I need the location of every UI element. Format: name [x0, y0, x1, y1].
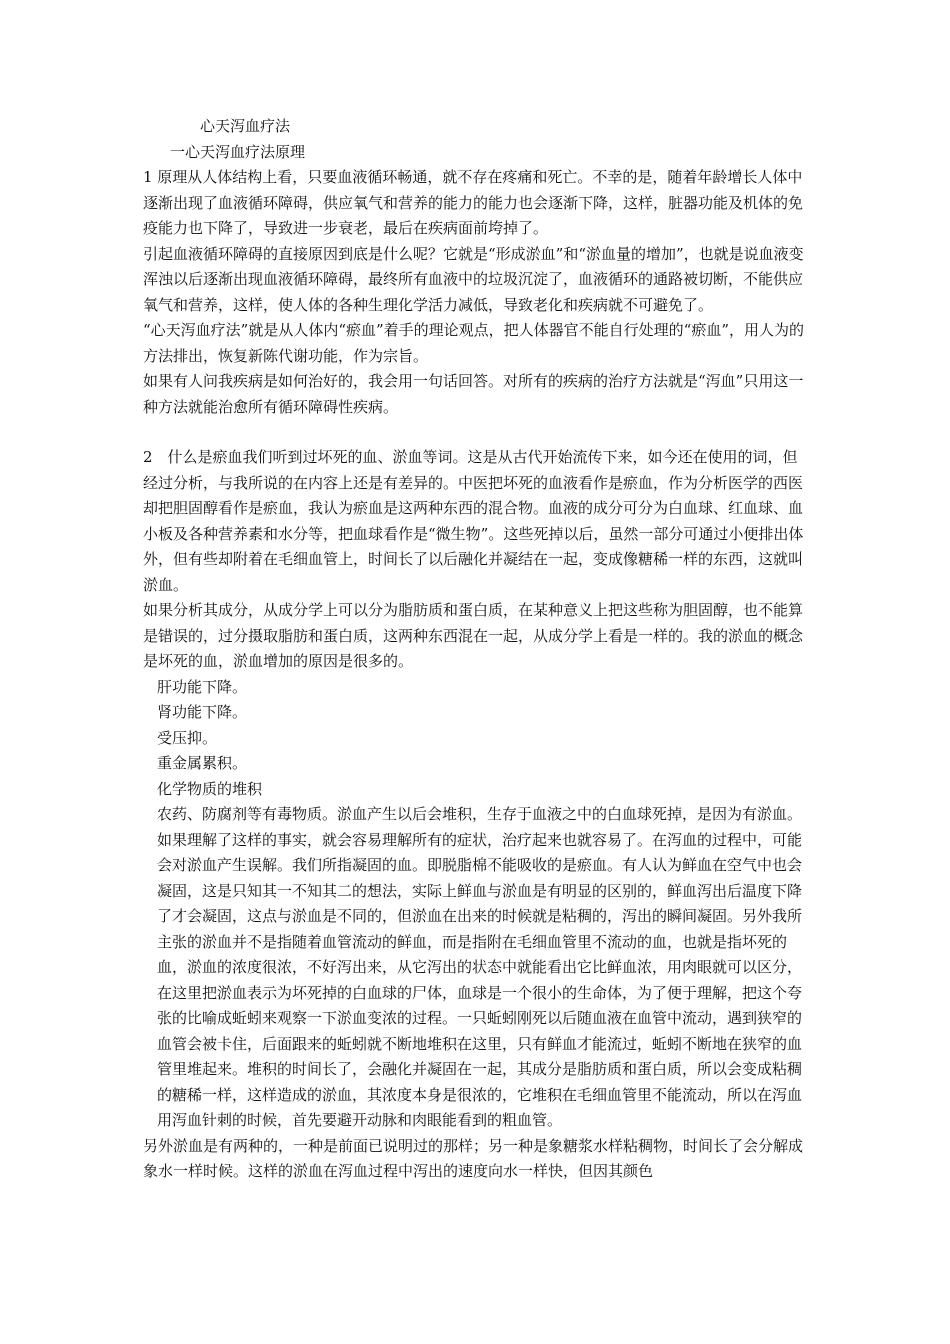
list-item: 肾功能下降。 — [157, 703, 248, 721]
section-heading: 一心天泻血疗法原理 — [170, 143, 306, 161]
paragraph: 1 原理从人体结构上看，只要血液循环畅通，就不存在疼痛和死亡。不幸的是，随着年龄增长人体中逐渐出现了血液循环障碍，供应氧气和营养的能力的能力也会逐渐下降，这样，脏器功能及机体的免疫能力也下降了，导致进一步衰老，最后在疾病面前垮掉了。 — [143, 168, 804, 237]
list-item: 肝功能下降。 — [157, 677, 248, 696]
paragraph: “心天泻血疗法”就是从人体内“瘀血”着手的理论观点，把人体器官不能自行处理的“瘀血”，用人为的方法排出，恢复新陈代谢功能，作为宗旨。 — [143, 321, 805, 365]
paragraph: 另外淤血是有两种的，一种是前面已说明过的那样；另一种是象糖浆水样粘稠物，时间长了会分解成象水一样时候。这样的淤血在泻血过程中泻出的速度向水一样快，但因其颜色 — [143, 1136, 804, 1180]
paragraph: 如果分析其成分，从成分学上可以分为脂肪质和蛋白质，在某种意义上把这些称为胆固醇，也不能算是错误的，过分摄取脂肪和蛋白质，这两种东西混在一起，从成分学上看是一样的。我的淤血的概念是坏死的血，淤血增加的原因是很多的。 — [143, 601, 804, 670]
document-body — [143, 165, 806, 1185]
paragraph-spacer — [143, 420, 806, 445]
list-item: 化学物质的堆积 — [157, 779, 263, 798]
paragraph: 如果有人问我疾病是如何治好的，我会用一句话回答。对所有的疾病的治疗方法就是“泻血”只用这一种方法就能治愈所有循环障碍性疾病。 — [143, 372, 804, 416]
paragraph: 农药、防腐剂等有毒物质。淤血产生以后会堆积，生存于血液之中的白血球死掉，是因为有淤血。如果理解了这样的事实，就会容易理解所有的症状，治疗起来也就容易了。在泻血的过程中，可能会对淤血产生误解。我们所指凝固的血。即脱脂棉不能吸收的是瘀血。有人认为鲜血在空气中也会凝固，这是只知其一不知其二的想法，实际上鲜血与淤血是有明显的区别的，鲜血泻出后温度下降了才会凝固，这点与淤血是不同的，但淤血在出来的时候就是粘稠的，泻出的瞬间凝固。另外我所主张的淤血并不是指随着血管流动的鲜血，而是指附在毛细血管里不流动的血，也就是指坏死的血，淤血的浓度很浓，不好泻出来，从它泻出的状态中就能看出它比鲜血浓，用肉眼就可以区分，在这里把淤血表示为坏死掉的白血球的尸体，血球是一个很小的生命体，为了便于理解，把这个夸张的比喻成蚯蚓来观察一下淤血变浓的过程。一只蚯蚓刚死以后随血液在血管中流动，遇到狭窄的血管会被卡住，后面跟来的蚯蚓就不断地堆积在这里，只有鲜血才能流过，蚯蚓不断地在狭窄的血管里堆起来。堆积的时间长了，会融化并凝固在一起，其成分是脂肪质和蛋白质，所以会变成粘稠的糖稀一样，这样造成的淤血，其浓度本身是很浓的，它堆积在毛细血管里不能流动，所以在泻血用泻血针刺的时候，首先要避开动脉和肉眼能看到的粗血管。 — [157, 805, 803, 1129]
list-item: 重金属累积。 — [157, 754, 248, 772]
list-item: 受压抑。 — [157, 728, 218, 747]
paragraph: 引起血液循环障碍的直接原因到底是什么呢？它就是“形成淤血”和“淤血量的增加”，也就是说血液变浑浊以后逐渐出现血液循环障碍，最终所有血液中的垃圾沉淀了，血液循环的通路被切断，不能供应氧气和营养，这样，使人体的各种生理化学活力减低，导致老化和疾病就不可避免了。 — [143, 244, 804, 314]
document-title: 心天泻血疗法 — [200, 117, 291, 135]
paragraph: 2 什么是瘀血我们听到过坏死的血、淤血等词。这是从古代开始流传下来，如今还在使用的词，但经过分析，与我所说的在内容上还是有差异的。中医把坏死的血液看作是瘀血，作为分析医学的西医却把胆固醇看作是瘀血，我认为瘀血是这两种东西的混合物。血液的成分可分为白血球、红血球、血小板及各种营养素和水分等，把血球看作是“微生物”。这些死掉以后，虽然一部分可通过小便排出体外，但有些却附着在毛细血管上，时间长了以后融化并凝结在一起，变成像糖稀一样的东西，这就叫淤血。 — [143, 448, 804, 594]
